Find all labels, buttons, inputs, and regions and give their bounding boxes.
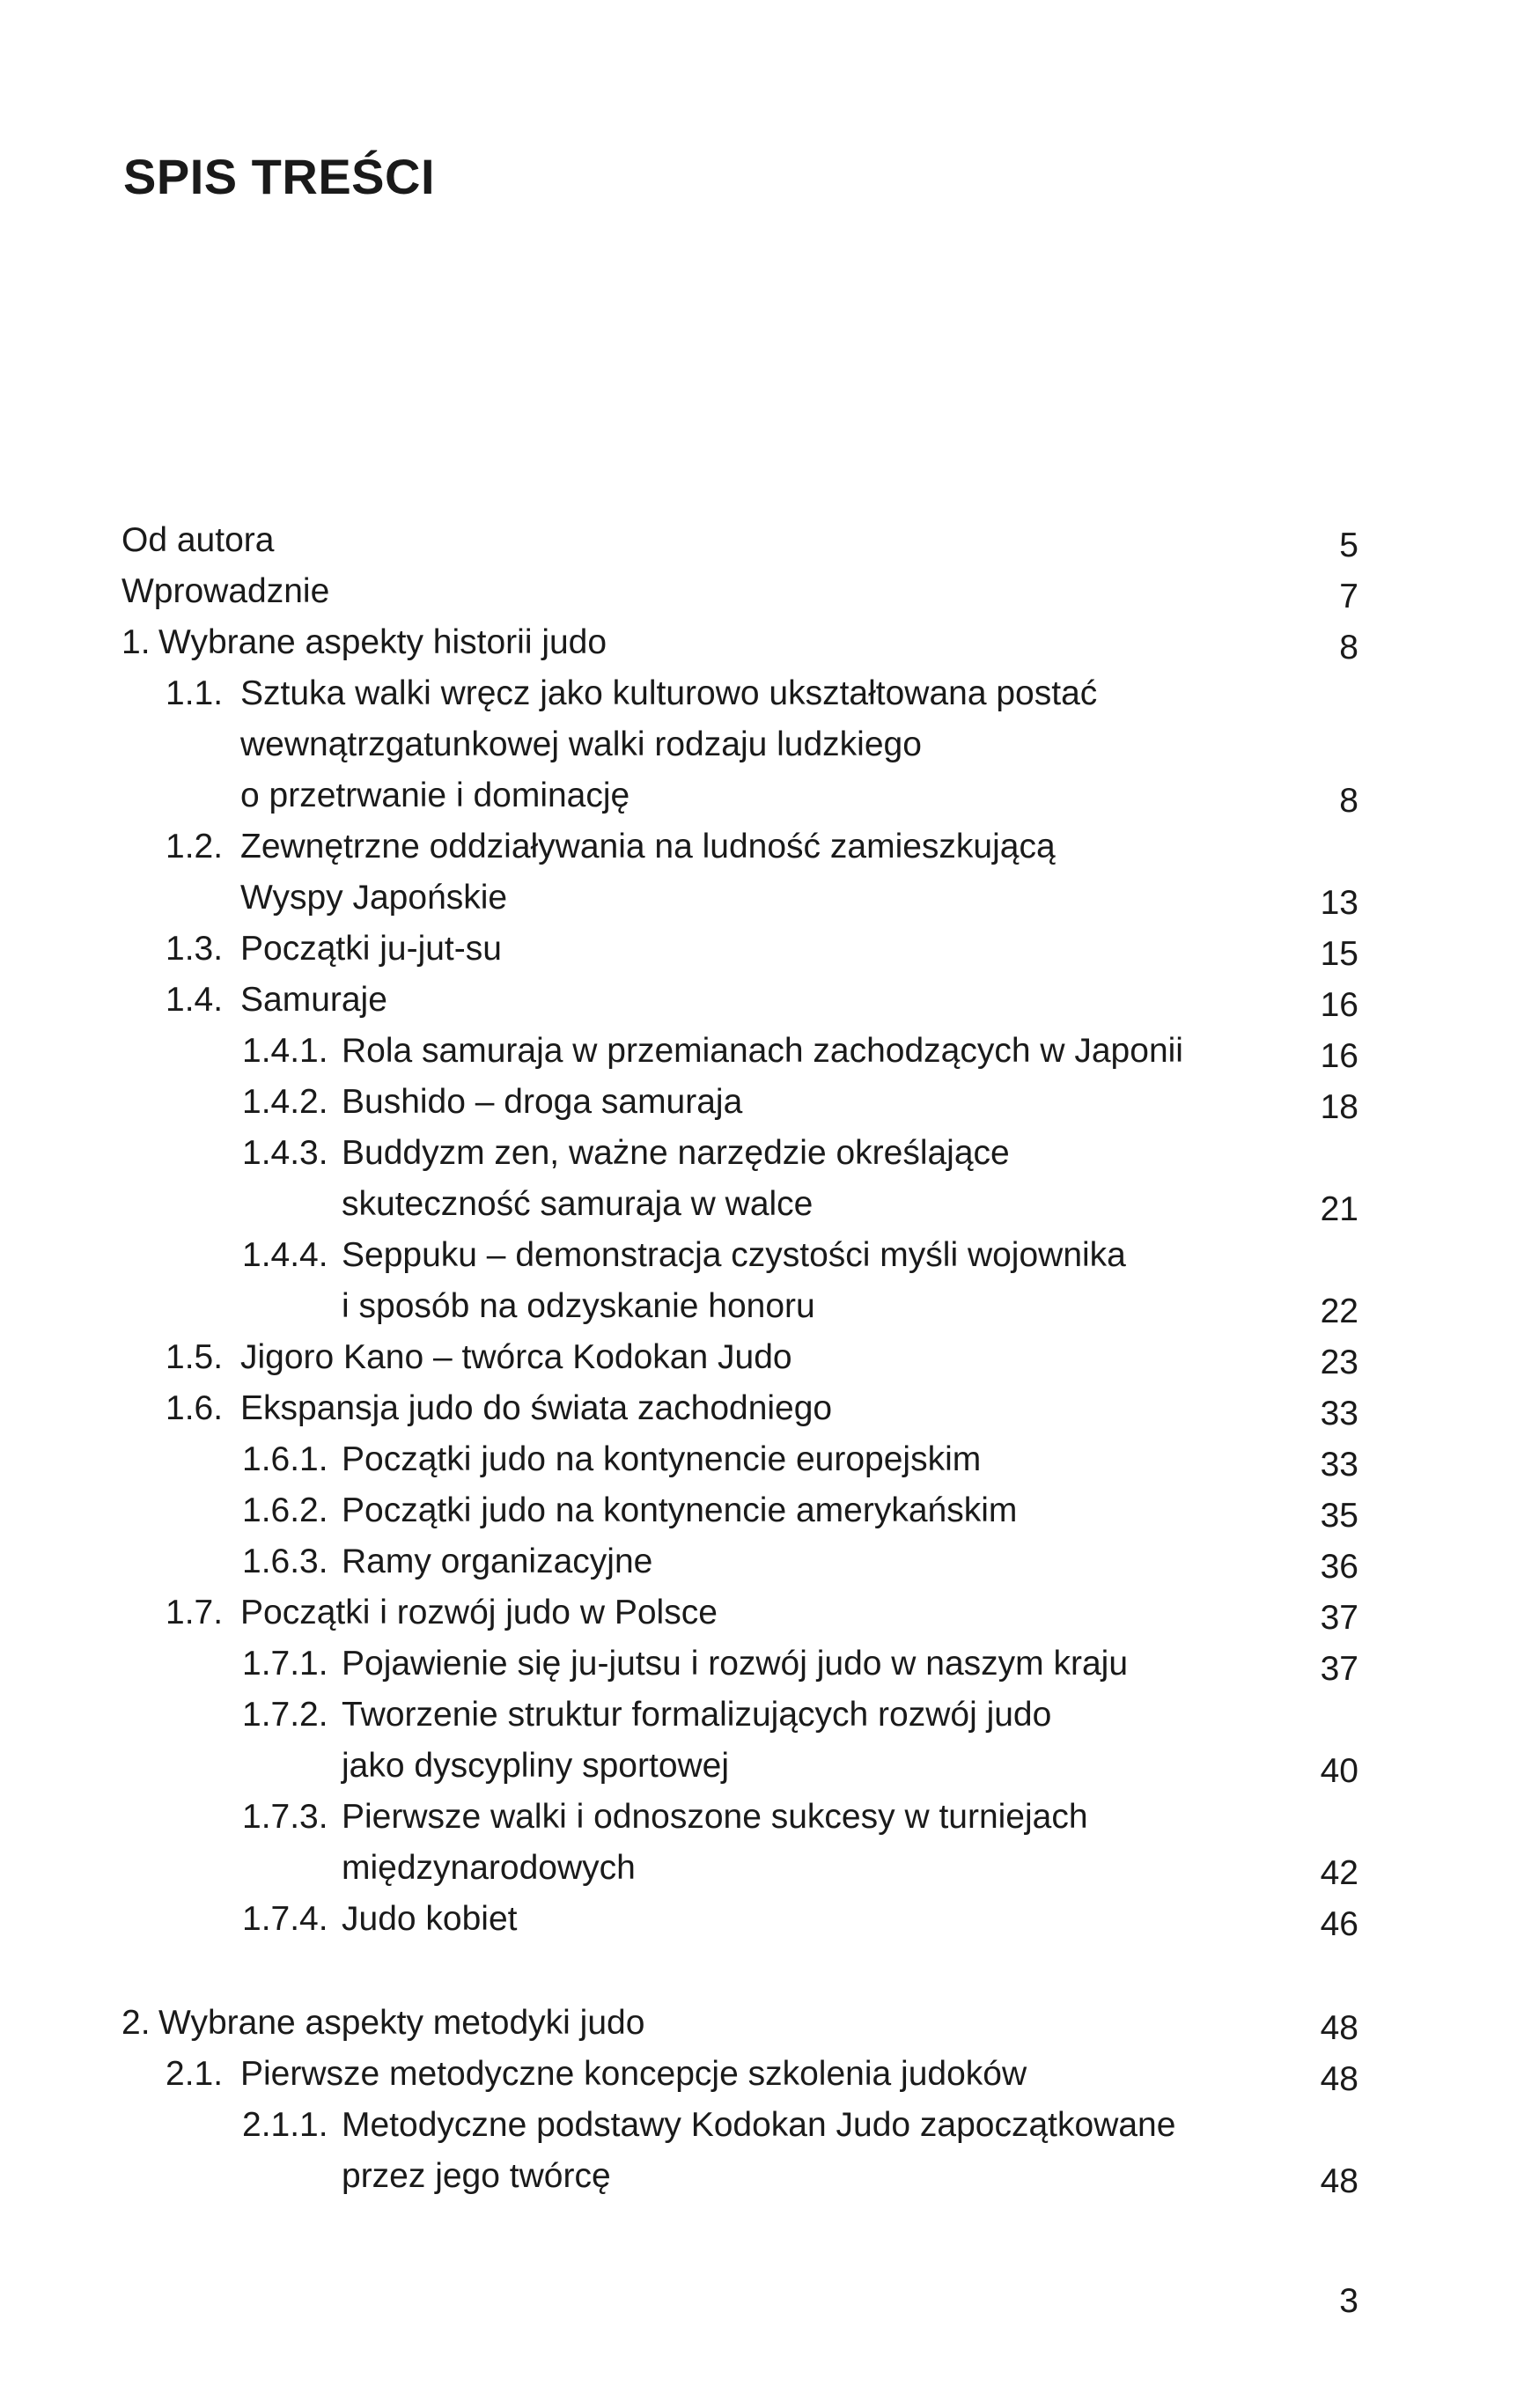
toc-entry-page: 35 (1320, 1497, 1358, 1535)
page-number: 3 (1339, 2282, 1358, 2320)
toc-entry (0, 1383, 1524, 1434)
toc-entry-title: Początki judo na kontynencie europejskim (342, 1440, 982, 1478)
toc-entry-title: Seppuku – demonstracja czystości myśli wojownika (342, 1236, 1126, 1274)
toc-entry-title: Wybrane aspekty historii judo (158, 623, 607, 661)
toc-entry-page: 7 (1339, 578, 1358, 615)
toc-entry (0, 1077, 1524, 1128)
toc-entry-number: 2.1.1. (242, 2106, 328, 2144)
toc-entry-page: 48 (1320, 2060, 1358, 2098)
toc-entry-title: Ekspansja judo do świata zachodniego (240, 1389, 833, 1427)
toc-entry-number: 1.6.2. (242, 1491, 328, 1529)
section-gap (0, 1945, 1524, 1998)
toc-entry (0, 1690, 1524, 1741)
toc-entry (0, 1026, 1524, 1077)
toc-entry (0, 515, 1524, 566)
toc-entry (0, 2151, 1524, 2202)
toc-entry-page: 8 (1339, 782, 1358, 820)
toc-entry-title: Tworzenie struktur formalizujących rozwój judo (342, 1696, 1052, 1734)
toc-entry (0, 1485, 1524, 1536)
toc-entry-page: 13 (1320, 884, 1358, 922)
toc-entry-number: 1.3. (166, 930, 224, 968)
toc-entry-title: Samuraje (240, 981, 387, 1019)
toc-entry (0, 1128, 1524, 1179)
toc-entry-title: Ramy organizacyjne (342, 1543, 653, 1580)
table-of-contents (0, 515, 1524, 2202)
toc-entry-page: 46 (1320, 1905, 1358, 1943)
toc-entry-page: 21 (1320, 1190, 1358, 1228)
toc-entry-title: Sztuka walki wręcz jako kulturowo ukształtowana postać (240, 674, 1098, 712)
toc-entry-number: 1.7.2. (242, 1696, 328, 1734)
toc-entry-title: Początki i rozwój judo w Polsce (240, 1594, 718, 1631)
toc-entry (0, 1894, 1524, 1945)
toc-entry-title: Metodyczne podstawy Kodokan Judo zapoczątkowane (342, 2106, 1176, 2144)
toc-entry (0, 566, 1524, 617)
toc-entry-page: 33 (1320, 1446, 1358, 1484)
toc-entry (0, 1741, 1524, 1792)
toc-entry-page: 15 (1320, 935, 1358, 973)
toc-entry (0, 668, 1524, 719)
toc-entry (0, 821, 1524, 873)
toc-entry-page: 48 (1320, 2009, 1358, 2047)
toc-entry-page: 16 (1320, 986, 1358, 1024)
toc-entry (0, 975, 1524, 1026)
toc-entry (0, 924, 1524, 975)
toc-entry-number: 1.7.1. (242, 1645, 328, 1683)
toc-entry (0, 719, 1524, 770)
toc-entry-number: 1.4. (166, 981, 224, 1019)
toc-entry-title: Wyspy Japońskie (240, 879, 508, 917)
toc-entry-page: 18 (1320, 1088, 1358, 1126)
toc-entry-title: skuteczność samuraja w walce (342, 1185, 814, 1223)
toc-entry-number: 1.1. (166, 674, 224, 712)
toc-entry-title: przez jego twórcę (342, 2157, 611, 2195)
toc-entry-title: i sposób na odzyskanie honoru (342, 1287, 815, 1325)
toc-entry-page: 40 (1320, 1752, 1358, 1790)
toc-entry (0, 2100, 1524, 2151)
toc-entry-page: 36 (1320, 1548, 1358, 1586)
toc-entry (0, 1536, 1524, 1587)
toc-entry (0, 1434, 1524, 1485)
toc-entry-title: Wybrane aspekty metodyki judo (158, 2004, 645, 2042)
toc-entry (0, 1638, 1524, 1690)
toc-entry-title: Bushido – droga samuraja (342, 1083, 743, 1121)
toc-entry-page: 42 (1320, 1854, 1358, 1892)
toc-entry-number: 1.2. (166, 828, 224, 865)
toc-entry-number: 1.6.3. (242, 1543, 328, 1580)
toc-entry-title: Judo kobiet (342, 1900, 518, 1938)
toc-entry (0, 617, 1524, 668)
toc-entry-number: 1.7. (166, 1594, 224, 1631)
toc-entry-page: 23 (1320, 1344, 1358, 1381)
toc-entry-page: 5 (1339, 527, 1358, 564)
toc-entry (0, 770, 1524, 821)
toc-entry (0, 1230, 1524, 1281)
toc-entry-title: o przetrwanie i dominację (240, 777, 630, 814)
toc-entry-number: 2.1. (166, 2055, 224, 2093)
toc-entry-title: Wprowadznie (121, 572, 330, 610)
toc-entry-number: 1.4.4. (242, 1236, 328, 1274)
toc-entry-title: wewnątrzgatunkowej walki rodzaju ludzkiego (240, 725, 922, 763)
toc-entry-number: 1.7.3. (242, 1798, 328, 1836)
toc-entry-page: 8 (1339, 629, 1358, 666)
toc-entry-title: Buddyzm zen, ważne narzędzie określające (342, 1134, 1010, 1172)
toc-entry-number: 1.6.1. (242, 1440, 328, 1478)
toc-entry-number: 1.4.2. (242, 1083, 328, 1121)
toc-entry-title: Pojawienie się ju-jutsu i rozwój judo w naszym kraju (342, 1645, 1129, 1683)
toc-entry-number: 1.6. (166, 1389, 224, 1427)
toc-entry-number: 1. (121, 623, 151, 661)
toc-entry-title: Początki ju-jut-su (240, 930, 502, 968)
toc-entry-number: 2. (121, 2004, 151, 2042)
toc-entry-number: 1.7.4. (242, 1900, 328, 1938)
page-title: SPIS TREŚCI (123, 149, 436, 204)
toc-entry (0, 1998, 1524, 2049)
toc-entry-page: 22 (1320, 1292, 1358, 1330)
toc-entry-page: 33 (1320, 1395, 1358, 1432)
toc-entry (0, 1332, 1524, 1383)
toc-entry-number: 1.4.1. (242, 1032, 328, 1070)
toc-entry-number: 1.4.3. (242, 1134, 328, 1172)
toc-entry-title: Od autora (121, 521, 275, 559)
toc-entry-page: 37 (1320, 1599, 1358, 1637)
toc-entry-title: Pierwsze walki i odnoszone sukcesy w turniejach (342, 1798, 1088, 1836)
toc-entry-title: jako dyscypliny sportowej (342, 1747, 730, 1785)
toc-entry-page: 37 (1320, 1650, 1358, 1688)
toc-entry (0, 1179, 1524, 1230)
toc-entry (0, 1281, 1524, 1332)
toc-entry-page: 48 (1320, 2162, 1358, 2200)
toc-entry-page: 16 (1320, 1037, 1358, 1075)
toc-entry-title: Jigoro Kano – twórca Kodokan Judo (240, 1338, 792, 1376)
toc-entry-title: Rola samuraja w przemianach zachodzących w Japonii (342, 1032, 1183, 1070)
toc-entry (0, 2049, 1524, 2100)
toc-entry (0, 873, 1524, 924)
toc-entry-title: Początki judo na kontynencie amerykańskim (342, 1491, 1018, 1529)
toc-entry-title: międzynarodowych (342, 1849, 636, 1887)
toc-entry (0, 1843, 1524, 1894)
toc-entry (0, 1792, 1524, 1843)
toc-entry (0, 1587, 1524, 1638)
toc-entry-title: Zewnętrzne oddziaływania na ludność zamieszkującą (240, 828, 1056, 865)
toc-entry-number: 1.5. (166, 1338, 224, 1376)
toc-entry-title: Pierwsze metodyczne koncepcje szkolenia judoków (240, 2055, 1027, 2093)
